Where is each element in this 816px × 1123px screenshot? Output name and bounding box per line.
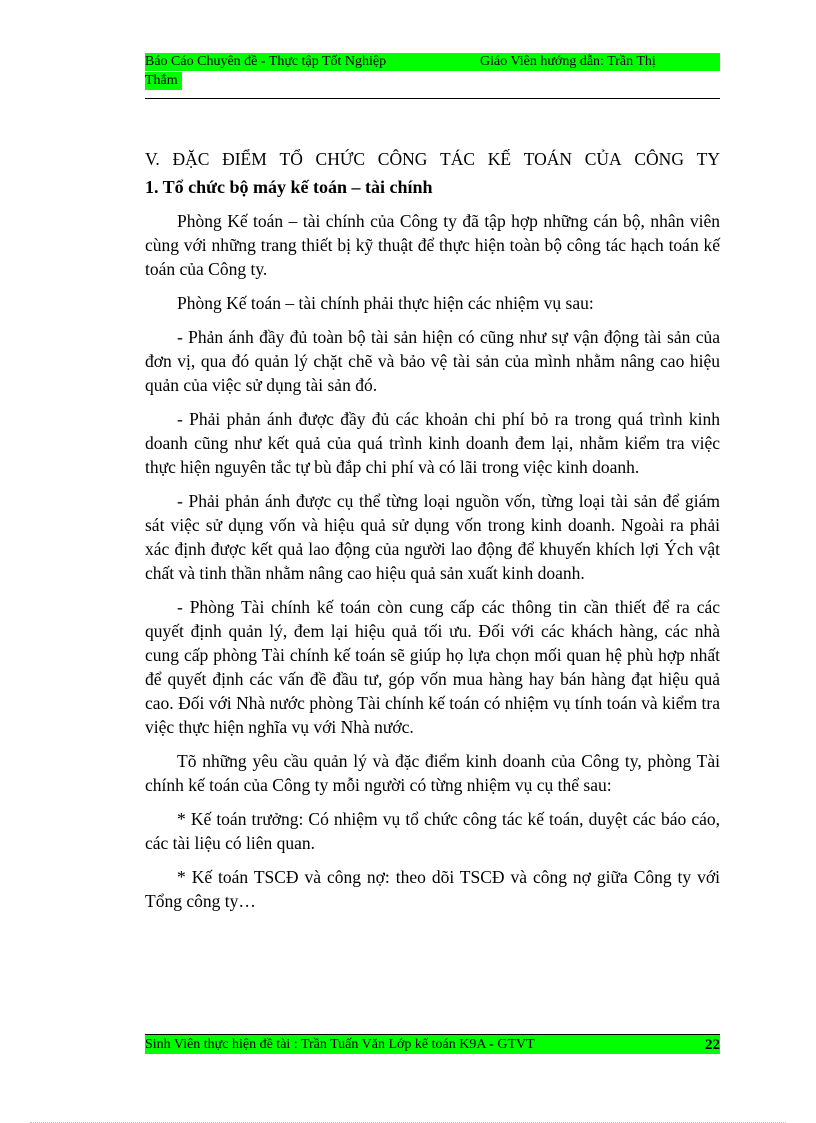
page-number: 22 bbox=[705, 1037, 720, 1053]
page-footer bbox=[145, 1034, 720, 1054]
paragraph: * Kế toán trưởng: Có nhiệm vụ tổ chức công tác kế toán, duyệt các báo cáo, các tài liệu có liên quan. bbox=[145, 809, 720, 853]
subsection-heading: 1. Tổ chức bộ máy kế toán – tài chính bbox=[145, 177, 433, 197]
section-word: CHỨC bbox=[315, 149, 366, 169]
section-word: TOÁN bbox=[523, 149, 573, 169]
header-report-title: Báo Cáo Chuyên đề - Thực tập Tốt Nghiệp bbox=[145, 54, 387, 69]
section-word: TỔ bbox=[279, 149, 303, 169]
header-advisor: Giáo Viên hướng dẫn: Trần Thị bbox=[480, 54, 656, 69]
section-word: CỦA bbox=[584, 149, 622, 169]
header-advisor-continuation: Thắm bbox=[145, 72, 182, 90]
section-word: TÁC bbox=[440, 149, 476, 169]
section-word: TY bbox=[696, 149, 720, 169]
header-bar bbox=[145, 53, 720, 71]
section-word: ĐẶC bbox=[172, 149, 210, 169]
section-title bbox=[145, 147, 720, 171]
section-word: ĐIỂM bbox=[222, 149, 267, 169]
paragraph: - Phải phản ánh được đầy đủ các khoản chi phí bỏ ra trong quá trình kinh doanh cũng như kết quả của quá trình kinh doanh đem lại, nhằm kiểm tra việc thực hiện nguyên tắc tự bù đắp chi phí và có lãi trong việc kinh doanh. bbox=[145, 409, 720, 477]
section-word: CÔNG bbox=[634, 149, 684, 169]
page-header bbox=[145, 53, 720, 90]
paragraph: - Phản ánh đầy đủ toàn bộ tài sản hiện có cũng như sự vận động tài sản của đơn vị, qua đó quản lý chặt chẽ và bảo vệ tài sản của mình nhằm nâng cao hiệu quản của việc sử dụng tài sản đó. bbox=[145, 327, 720, 395]
section-word: V. bbox=[145, 149, 160, 169]
paragraph: Tõ những yêu cầu quản lý và đặc điểm kinh doanh của Công ty, phòng Tài chính kế toán của Công ty mỗi người có từng nhiệm vụ cụ thể sau: bbox=[145, 751, 720, 795]
paragraph: * Kế toán TSCĐ và công nợ: theo dõi TSCĐ và công nợ giữa Công ty với Tổng công ty… bbox=[145, 867, 720, 911]
paragraph: Phòng Kế toán – tài chính phải thực hiện các nhiệm vụ sau: bbox=[177, 293, 594, 313]
footer-author: Sinh Viên thực hiện đề tài : Trần Tuấn Văn Lớp kế toán K9A - GTVT bbox=[145, 1037, 535, 1052]
paragraph: - Phòng Tài chính kế toán còn cung cấp các thông tin cần thiết để ra các quyết định quản lý, đem lại hiệu quả tối ưu. Đối với các khách hàng, các nhà cung cấp phòng Tài chính kế toán sẽ giúp họ lựa chọn mối quan hệ phù hợp nhất để quyết định các vấn đề đầu tư, góp vốn mua hàng hay bán hàng đạt hiệu quả cao. Đối với Nhà nước phòng Tài chính kế toán có nhiệm vụ tính toán và kiểm tra việc thực hiện nghĩa vụ với Nhà nước. bbox=[145, 597, 720, 737]
section-word: CÔNG bbox=[377, 149, 428, 169]
paragraph: Phòng Kế toán – tài chính của Công ty đã tập hợp những cán bộ, nhân viên cùng với những trang thiết bị kỹ thuật để thực hiện toàn bộ công tác hạch toán kế toán của Công ty. bbox=[145, 211, 720, 279]
section-word: KẾ bbox=[487, 149, 512, 169]
header-divider bbox=[145, 98, 720, 99]
paragraph: - Phải phản ánh được cụ thể từng loại nguồn vốn, từng loại tài sản để giám sát việc sử dụng vốn và hiệu quả sử dụng vốn trong kinh doanh. Ngoài ra phải xác định được kết quả lao động của người lao động để khuyến khích lợi Ých vật chất và tinh thần nhằm nâng cao hiệu quả sản xuất kinh doanh. bbox=[145, 491, 720, 583]
page-body bbox=[145, 147, 720, 923]
